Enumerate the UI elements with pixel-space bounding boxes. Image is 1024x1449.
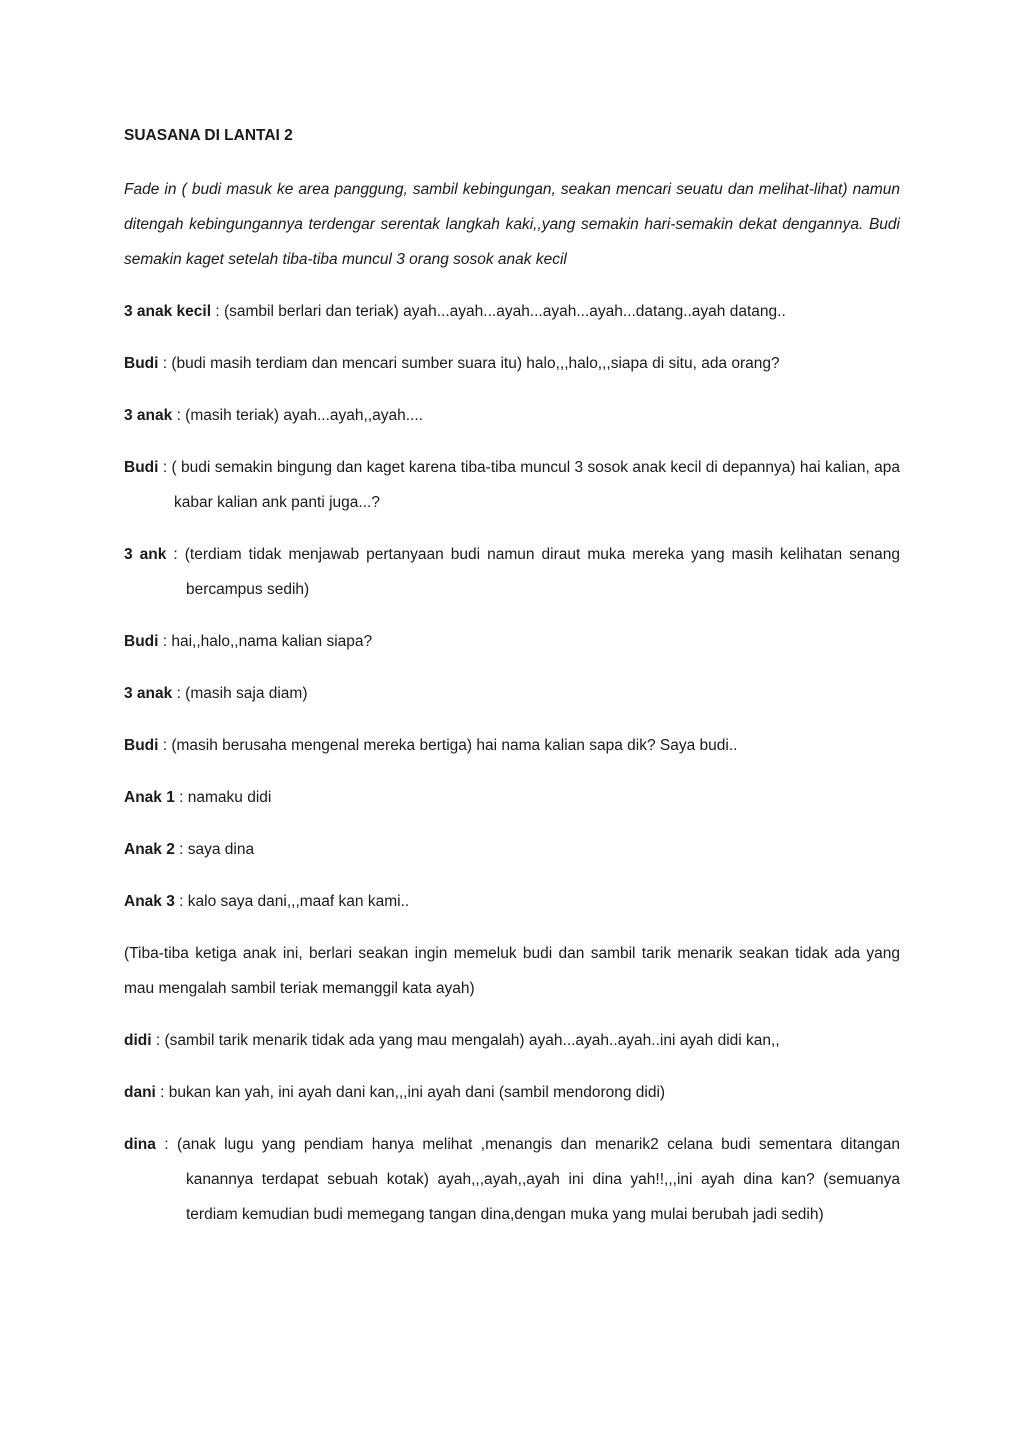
dialogue-line [124, 537, 900, 607]
speaker-name: dani [124, 1084, 156, 1101]
dialogue-text: : (masih berusaha mengenal mereka bertiga) hai nama kalian sapa dik? Saya budi.. [158, 737, 738, 754]
speaker-name: 3 anak kecil [124, 303, 212, 320]
speaker-name: Anak 2 [124, 841, 175, 858]
speaker-name: Budi [124, 633, 159, 650]
dialogue-line [124, 780, 900, 815]
speaker-name: Anak 1 [124, 789, 175, 806]
dialogue-text: : saya dina [174, 841, 255, 858]
speaker-name: Budi [124, 737, 159, 754]
speaker-name: 3 anak [124, 685, 173, 702]
dialogue-text: : namaku didi [174, 789, 272, 806]
speaker-name: Budi [124, 355, 159, 372]
dialogue-line [124, 1023, 900, 1058]
dialogue-text: : (terdiam tidak menjawab pertanyaan budi namun diraut muka mereka yang masih kelihatan senang bercampus sedih) [166, 546, 900, 598]
dialogue-text: : hai,,halo,,nama kalian siapa? [158, 633, 373, 650]
dialogue-line [124, 294, 900, 329]
speaker-name: 3 anak [124, 407, 173, 424]
dialogue-line [124, 832, 900, 867]
dialogue-line [124, 450, 900, 520]
page-title: SUASANA DI LANTAI 2 [124, 127, 293, 144]
dialogue-line [124, 1127, 900, 1232]
speaker-name: Budi [124, 459, 159, 476]
speaker-name: Anak 3 [124, 893, 175, 910]
dialogue-text: : (masih saja diam) [172, 685, 308, 702]
dialogue-line [124, 398, 900, 433]
dialogue-text: : kalo saya dani,,,maaf kan kami.. [174, 893, 410, 910]
speaker-name: dina [124, 1136, 156, 1153]
dialogue-text: : (anak lugu yang pendiam hanya melihat ,menangis dan menarik2 celana budi sementara ditangan kanannya terdapat sebuah kotak) ayah,,,ayah,,ayah ini dina yah!!,,,ini ayah dina kan? (semuanya terdiam kemudian budi memegang tangan dina,dengan muka yang mulai berubah jadi sedih) [155, 1136, 900, 1223]
speaker-name: didi [124, 1032, 152, 1049]
dialogue-line [124, 346, 900, 381]
intro-paragraph: Fade in ( budi masuk ke area panggung, sambil kebingungan, seakan mencari seuatu dan melihat-lihat) namun ditengah kebingungannya terdengar serentak langkah kaki,,yang semakin hari-semakin dekat dengannya. Budi semakin kaget setelah tiba-tiba muncul 3 orang sosok anak kecil [124, 181, 900, 268]
dialogue-line [124, 1075, 900, 1110]
dialogue-text: : (sambil berlari dan teriak) ayah...ayah...ayah...ayah...ayah...datang..ayah datang.. [211, 303, 786, 320]
narration-paragraph: (Tiba-tiba ketiga anak ini, berlari seakan ingin memeluk budi dan sambil tarik menarik seakan tidak ada yang mau mengalah sambil teriak memanggil kata ayah) [124, 945, 900, 997]
dialogue-line [124, 728, 900, 763]
dialogue-text: : bukan kan yah, ini ayah dani kan,,,ini ayah dani (sambil mendorong didi) [155, 1084, 666, 1101]
dialogue-line [124, 884, 900, 919]
dialogue-text: : ( budi semakin bingung dan kaget karena tiba-tiba muncul 3 sosok anak kecil di depannya) hai kalian, apa kabar kalian ank panti juga...? [158, 459, 900, 511]
dialogue-line [124, 624, 900, 659]
dialogue-text: : (budi masih terdiam dan mencari sumber suara itu) halo,,,halo,,,siapa di situ, ada orang? [158, 355, 780, 372]
dialogue-text: : (sambil tarik menarik tidak ada yang mau mengalah) ayah...ayah..ayah..ini ayah didi kan,, [151, 1032, 780, 1049]
script-content [124, 120, 900, 1232]
dialogue-text: : (masih teriak) ayah...ayah,,ayah.... [172, 407, 423, 424]
speaker-name: 3 ank [124, 546, 167, 563]
dialogue-line [124, 676, 900, 711]
